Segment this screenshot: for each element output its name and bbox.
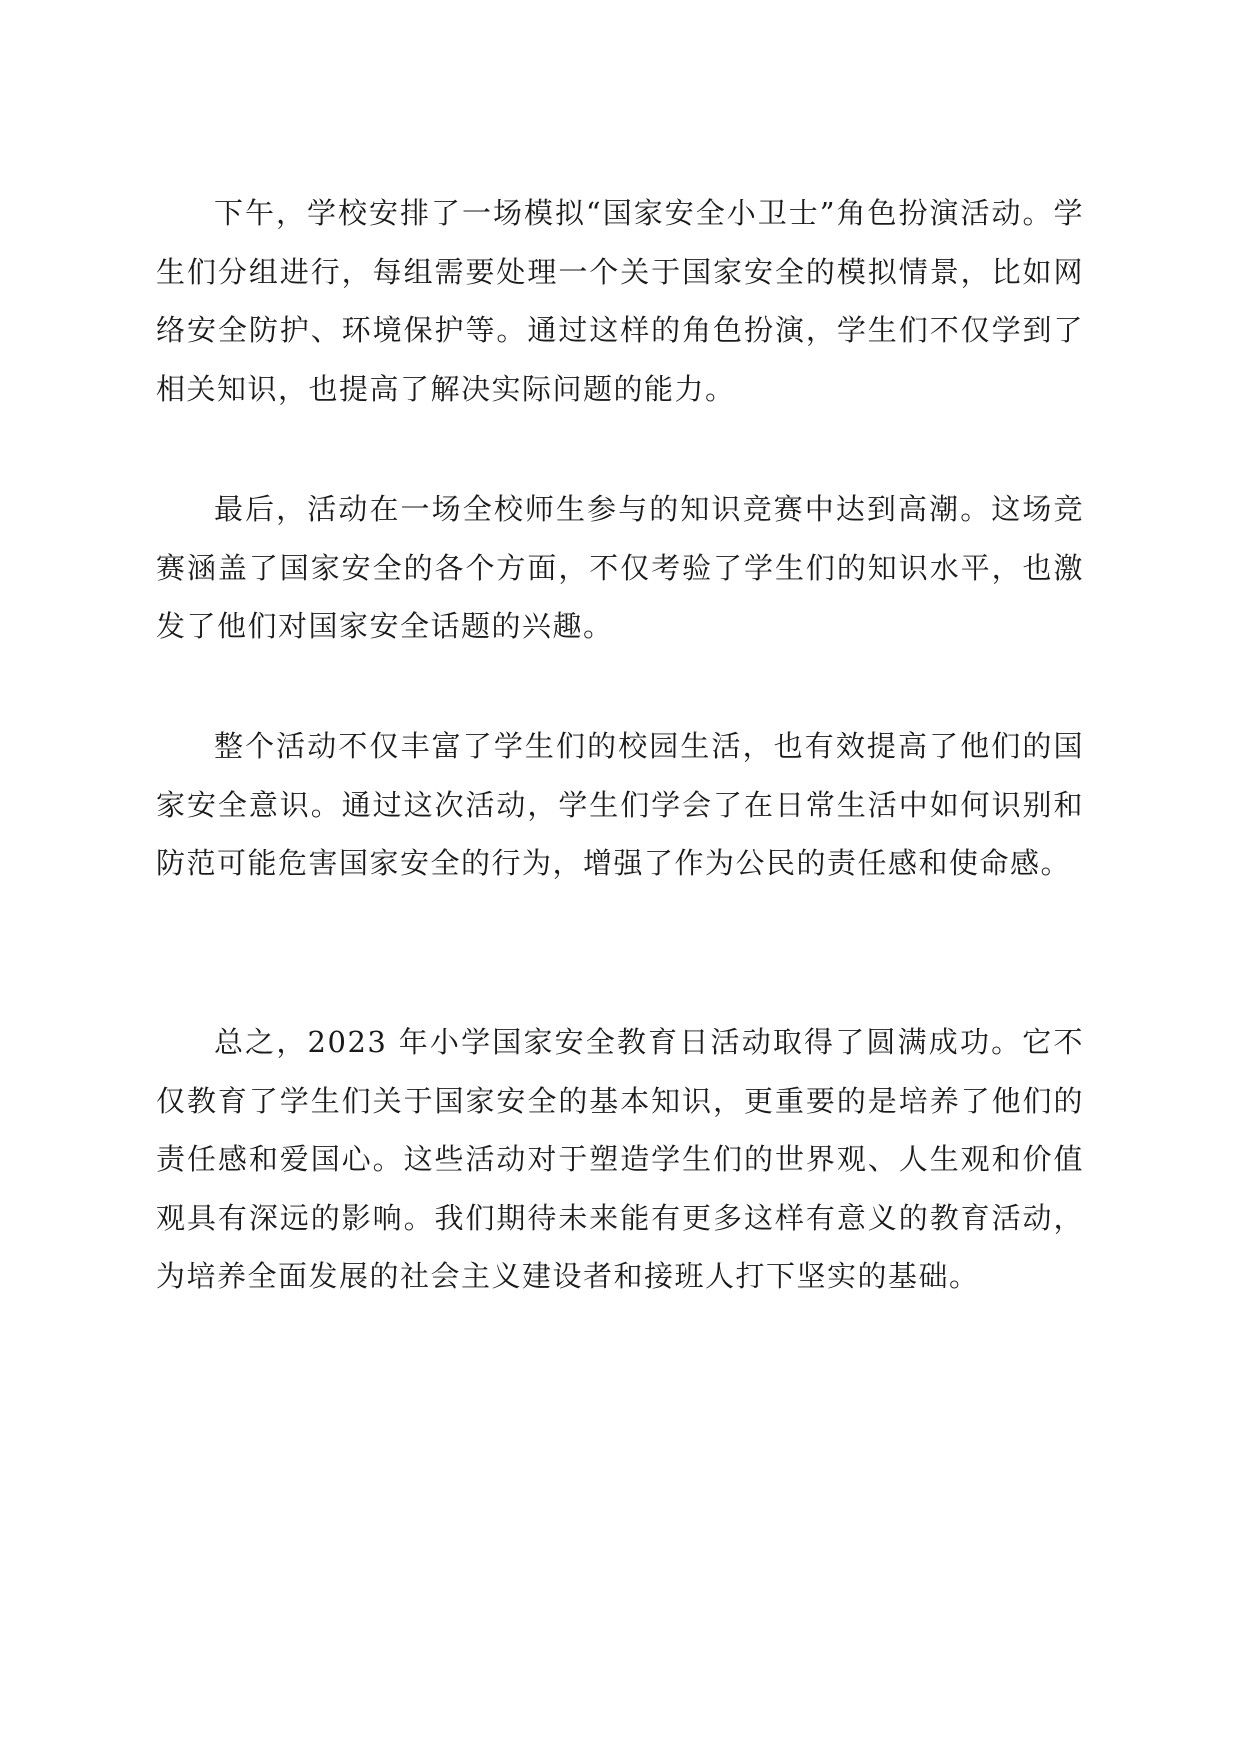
paragraph-activity-impact: 整个活动不仅丰富了学生们的校园生活，也有效提高了他们的国家安全意识。通过这次活动，学生们学会了在日常生活中如何识别和防范可能危害国家安全的行为，增强了作为公民的责任感和使命感。 xyxy=(156,729,1084,880)
document-page xyxy=(156,0,1084,1754)
paragraph-knowledge-contest: 最后，活动在一场全校师生参与的知识竞赛中达到高潮。这场竞赛涵盖了国家安全的各个方面，不仅考验了学生们的知识水平，也激发了他们对国家安全话题的兴趣。 xyxy=(156,492,1084,643)
paragraph-conclusion: 总之，2023 年小学国家安全教育日活动取得了圆满成功。它不仅教育了学生们关于国家安全的基本知识，更重要的是培养了他们的责任感和爱国心。这些活动对于塑造学生们的世界观、人生观和价值观具有深远的影响。我们期待未来能有更多这样有意义的教育活动，为培养全面发展的社会主义建设者和接班人打下坚实的基础。 xyxy=(156,1025,1084,1293)
paragraph-role-play-activity: 下午，学校安排了一场模拟“国家安全小卫士”角色扮演活动。学生们分组进行，每组需要处理一个关于国家安全的模拟情景，比如网络安全防护、环境保护等。通过这样的角色扮演，学生们不仅学到了相关知识，也提高了解决实际问题的能力。 xyxy=(156,196,1084,406)
